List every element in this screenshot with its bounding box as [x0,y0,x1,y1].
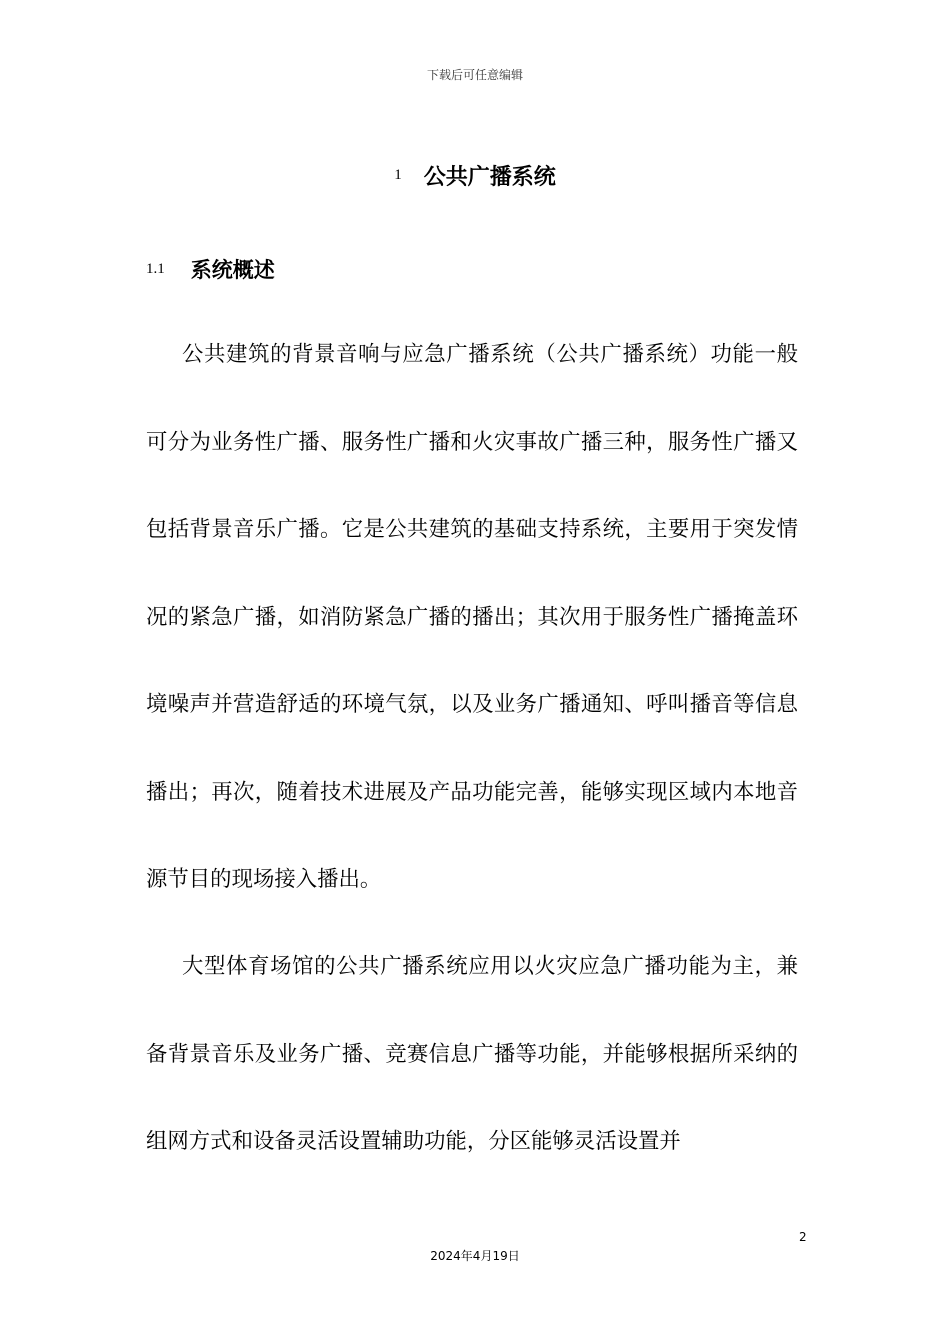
body-paragraph: 大型体育场馆的公共广播系统应用以火灾应急广播功能为主，兼备背景音乐及业务广播、竞赛信息广播等功能，并能够根据所采纳的组网方式和设备灵活设置辅助功能，分区能够灵活设置并 [146,954,798,1154]
section-number: 1.1 [146,260,165,277]
chapter-title: 公共广播系统 [423,165,556,190]
page-number: 2 [799,1230,807,1244]
body-paragraph: 公共建筑的背景音响与应急广播系统（公共广播系统）功能一般可分为业务性广播、服务性广播和火灾事故广播三种，服务性广播又包括背景音乐广播。它是公共建筑的基础支持系统，主要用于突发情况的紧急广播，如消防紧急广播的播出；其次用于服务性广播掩盖环境噪声并营造舒适的环境气氛，以及业务广播通知、呼叫播音等信息播出；再次，随着技术进展及产品功能完善，能够实现区域内本地音源节目的现场接入播出。 [146,342,798,892]
chapter-number: 1 [394,167,402,183]
section-heading [146,254,275,284]
section-title: 系统概述 [190,258,275,282]
chapter-heading [0,160,950,191]
header-note: 下载后可任意编辑 [426,68,523,82]
footer-date: 2024年4月19日 [430,1249,520,1263]
